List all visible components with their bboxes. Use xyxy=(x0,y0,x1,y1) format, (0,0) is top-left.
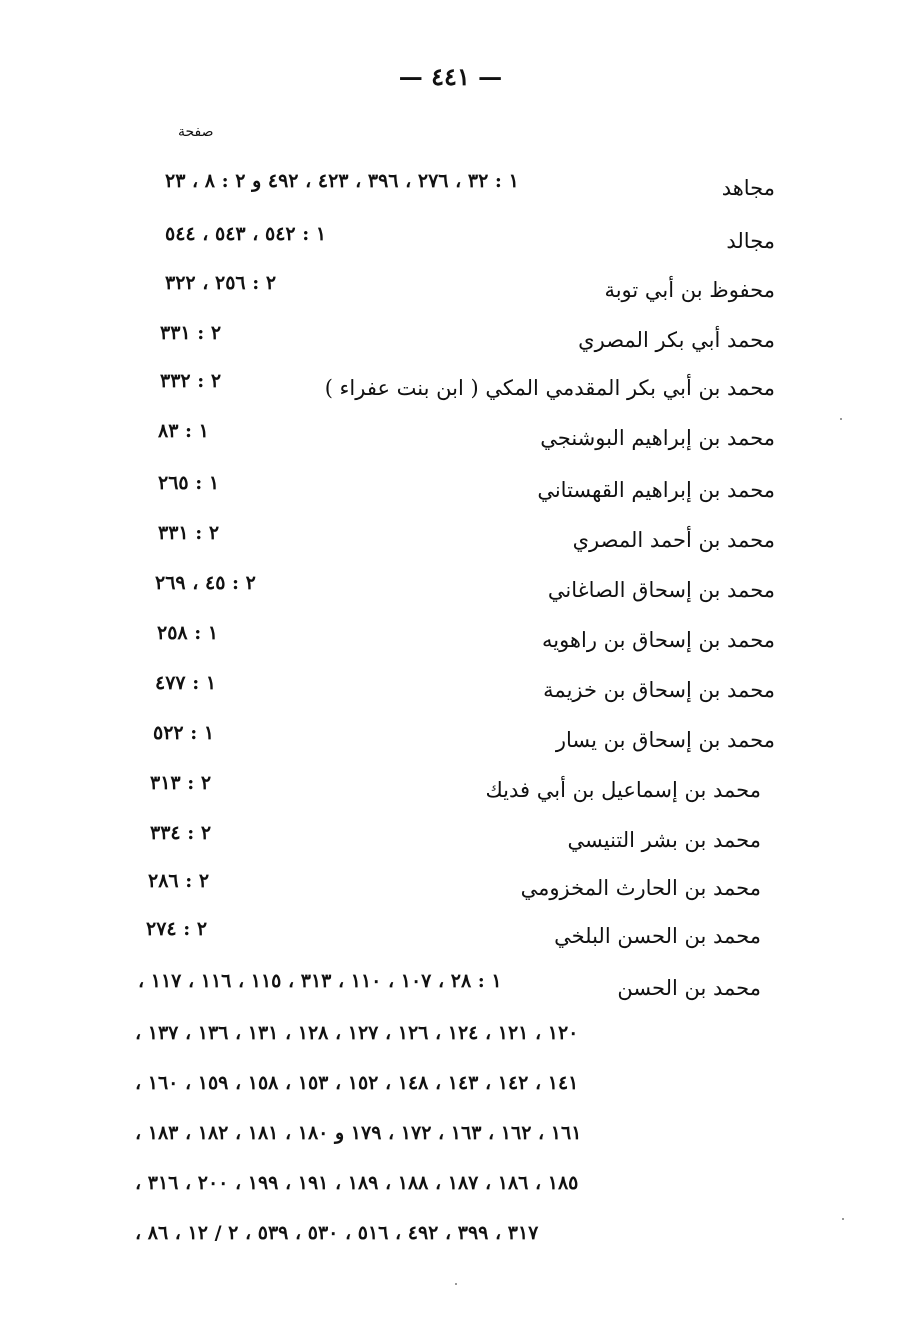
entry-name: محمد بن إسحاق بن راهويه xyxy=(541,628,775,652)
page-column-header: صفحة xyxy=(178,124,214,140)
entry-name: محمد بن إبراهيم البوشنجي xyxy=(540,426,775,450)
entry-name: محمد بن إسحاق بن خزيمة xyxy=(543,678,775,702)
entry-page-refs: ٢ : ٣٣١ xyxy=(158,522,220,544)
entry-name: محمد بن إسحاق الصاغاني xyxy=(547,578,775,602)
index-entry xyxy=(0,370,901,410)
entry-name: مجالد xyxy=(726,229,775,253)
continuation-line: ١٢٠ ، ١٢١ ، ١٢٤ ، ١٢٦ ، ١٢٧ ، ١٢٨ ، ١٣١ ، ١٣٦ ، ١٣٧ ، xyxy=(135,1022,579,1044)
entry-page-refs: ١ : ٢٦٥ xyxy=(158,472,220,494)
entry-page-refs: ١ : ٢٨ ، ١٠٧ ، ١١٠ ، ٣١٣ ، ١١٥ ، ١١٦ ، ١١٧ ، xyxy=(138,970,502,992)
continuation-line: ١٨٥ ، ١٨٦ ، ١٨٧ ، ١٨٨ ، ١٨٩ ، ١٩١ ، ١٩٩ ، ٢٠٠ ، ٣١٦ ، xyxy=(135,1172,579,1194)
entry-page-refs: ٢ : ٣٣٢ xyxy=(160,370,222,392)
entry-page-refs: ٢ : ٢٥٦ ، ٣٢٢ xyxy=(165,272,277,294)
entry-name: محمد أبي بكر المصري xyxy=(578,328,775,352)
index-entry xyxy=(0,672,901,712)
entry-name: محمد بن إسحاق بن يسار xyxy=(555,728,775,752)
entry-page-refs: ١ : ٥٤٢ ، ٥٤٣ ، ٥٤٤ xyxy=(165,223,327,245)
index-entry xyxy=(0,918,901,958)
scan-speck xyxy=(455,1283,457,1285)
entry-page-refs: ٢ : ٣٣٤ xyxy=(150,822,212,844)
entry-name: محمد بن أحمد المصري xyxy=(572,528,775,552)
entry-page-refs: ١ : ٨٣ xyxy=(158,420,209,442)
entry-name: محمد بن أبي بكر المقدمي المكي ( ابن بنت عفراء ) xyxy=(324,376,775,400)
continuation-line: ٣١٧ ، ٣٩٩ ، ٤٩٢ ، ٥١٦ ، ٥٣٠ ، ٥٣٩ ، ٢ / ١٢ ، ٨٦ ، xyxy=(135,1222,539,1244)
page-number: — ٤٤١ — xyxy=(398,62,503,91)
index-entry xyxy=(0,772,901,812)
entry-page-refs: ١ : ٣٢ ، ٢٧٦ ، ٣٩٦ ، ٤٢٣ ، ٤٩٢ و ٢ : ٨ ، ٢٣ xyxy=(165,170,519,192)
entry-name: محمد بن الحسن البلخي xyxy=(554,924,761,948)
index-entry xyxy=(0,472,901,512)
entry-page-refs: ٢ : ٢٨٦ xyxy=(148,870,210,892)
entry-page-refs: ٢ : ٣٣١ xyxy=(160,322,222,344)
entry-page-refs: ٢ : ٤٥ ، ٢٦٩ xyxy=(155,572,256,594)
entry-name: محمد بن إسماعيل بن أبي فديك xyxy=(485,778,761,802)
index-entry xyxy=(0,223,901,263)
index-entry xyxy=(0,420,901,460)
index-entry xyxy=(0,970,901,1010)
index-entry xyxy=(0,522,901,562)
continuation-line: ١٦١ ، ١٦٢ ، ١٦٣ ، ١٧٢ ، ١٧٩ و ١٨٠ ، ١٨١ ، ١٨٢ ، ١٨٣ ، xyxy=(135,1122,582,1144)
index-entry xyxy=(0,622,901,662)
entry-name: محمد بن الحسن xyxy=(617,976,761,1000)
scan-speck xyxy=(840,418,842,420)
entry-name: محمد بن إبراهيم القهستاني xyxy=(537,478,775,502)
index-entry xyxy=(0,822,901,862)
entry-name: مجاهد xyxy=(721,176,775,200)
index-entry xyxy=(0,272,901,312)
entry-name: محفوظ بن أبي توبة xyxy=(604,278,775,302)
index-entry xyxy=(0,722,901,762)
entry-page-refs: ٢ : ٢٧٤ xyxy=(146,918,208,940)
entry-page-refs: ١ : ٥٢٢ xyxy=(153,722,215,744)
entry-page-refs: ٢ : ٣١٣ xyxy=(150,772,212,794)
index-entry xyxy=(0,870,901,910)
index-entry xyxy=(0,572,901,612)
continuation-line: ١٤١ ، ١٤٢ ، ١٤٣ ، ١٤٨ ، ١٥٢ ، ١٥٣ ، ١٥٨ ، ١٥٩ ، ١٦٠ ، xyxy=(135,1072,579,1094)
index-entry xyxy=(0,322,901,362)
entry-name: محمد بن الحارث المخزومي xyxy=(520,876,761,900)
scan-speck xyxy=(842,1218,844,1220)
entry-name: محمد بن بشر التنيسي xyxy=(567,828,761,852)
entry-page-refs: ١ : ٢٥٨ xyxy=(157,622,219,644)
index-entry xyxy=(0,170,901,210)
entry-page-refs: ١ : ٤٧٧ xyxy=(155,672,217,694)
